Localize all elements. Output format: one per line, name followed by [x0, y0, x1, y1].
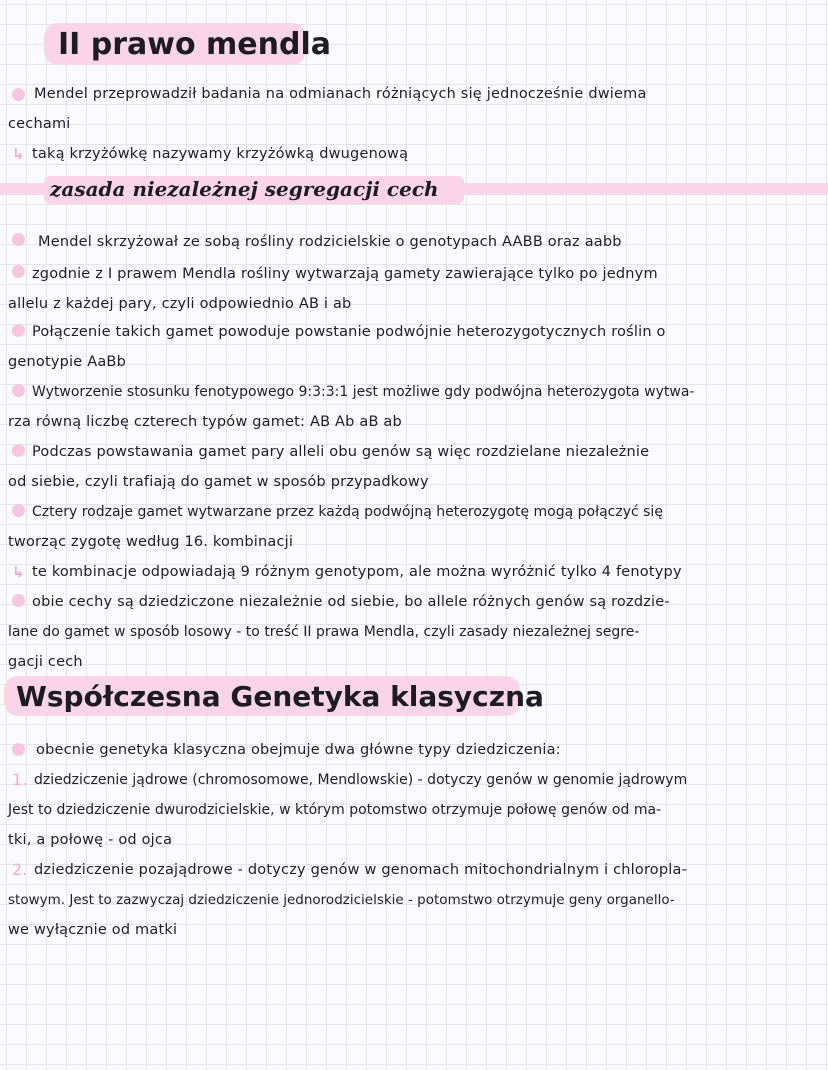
- text-line: cechami: [8, 116, 71, 132]
- text-line: dziedziczenie pozajądrowe - dotyczy genów w genomach mitochondrialnym i chloropla-: [34, 862, 688, 878]
- text-line: te kombinacje odpowiadają 9 różnym genotypom, ale można wyróżnić tylko 4 fenotypy: [32, 564, 682, 580]
- text-line: obecnie genetyka klasyczna obejmuje dwa główne typy dziedziczenia:: [36, 742, 561, 758]
- text-line: tworząc zygotę według 16. kombinacji: [8, 534, 294, 550]
- text-line: taką krzyżówkę nazywamy krzyżówką dwugenową: [32, 146, 409, 162]
- arrow-icon: ↳: [12, 563, 25, 581]
- section2-title: Współczesna Genetyka klasyczna: [16, 680, 544, 713]
- list-number: 2.: [12, 860, 28, 879]
- bullet-icon: [12, 265, 25, 278]
- text-line: rza równą liczbę czterech typów gamet: AB Ab aB ab: [8, 414, 402, 430]
- subtitle-highlight-right: [460, 183, 828, 195]
- text-line: obie cechy są dziedziczone niezależnie od siebie, bo allele różnych genów są rozdzie-: [32, 594, 670, 610]
- text-line: we wyłącznie od matki: [8, 922, 178, 938]
- text-line: allelu z każdej pary, czyli odpowiednio AB i ab: [8, 296, 352, 312]
- bullet-icon: [12, 594, 25, 607]
- arrow-icon: ↳: [12, 145, 25, 163]
- bullet-icon: [12, 743, 25, 756]
- text-line: genotypie AaBb: [8, 354, 126, 370]
- bullet-icon: [12, 324, 25, 337]
- text-line: Połączenie takich gamet powoduje powstanie podwójnie heterozygotycznych roślin o: [32, 324, 666, 340]
- page-title: II prawo mendla: [58, 27, 332, 62]
- text-line: Podczas powstawania gamet pary alleli obu genów są więc rozdzielane niezależnie: [32, 444, 650, 460]
- bullet-icon: [12, 384, 25, 397]
- list-number: 1.: [12, 770, 28, 789]
- section-subtitle: zasada niezależnej segregacji cech: [50, 177, 439, 201]
- text-line: Jest to dziedziczenie dwurodzicielskie, w którym potomstwo otrzymuje połowę genów od ma-: [8, 802, 662, 818]
- text-line: tki, a połowę - od ojca: [8, 832, 173, 848]
- text-line: zgodnie z I prawem Mendla rośliny wytwarzają gamety zawierające tylko po jednym: [32, 266, 658, 282]
- text-line: stowym. Jest to zazwyczaj dziedziczenie jednorodzicielskie - potomstwo otrzymuje geny organello-: [8, 892, 675, 908]
- subtitle-highlight-left: [0, 183, 48, 195]
- text-line: Mendel skrzyżował ze sobą rośliny rodzicielskie o genotypach AABB oraz aabb: [38, 234, 622, 250]
- bullet-icon: [12, 233, 25, 246]
- text-line: gacji cech: [8, 654, 83, 670]
- text-line: Cztery rodzaje gamet wytwarzane przez każdą podwójną heterozygotę mogą połączyć się: [32, 504, 663, 520]
- bullet-icon: [12, 444, 25, 457]
- text-line: Mendel przeprowadził badania na odmianach różniących się jednocześnie dwiema: [34, 86, 647, 102]
- text-line: lane do gamet w sposób losowy - to treść II prawa Mendla, czyli zasady niezależnej segre-: [8, 624, 640, 640]
- text-line: dziedziczenie jądrowe (chromosomowe, Mendlowskie) - dotyczy genów w genomie jądrowym: [34, 772, 688, 788]
- bullet-icon: [12, 88, 25, 101]
- bullet-icon: [12, 504, 25, 517]
- text-line: od siebie, czyli trafiają do gamet w sposób przypadkowy: [8, 474, 429, 490]
- text-line: Wytworzenie stosunku fenotypowego 9:3:3:1 jest możliwe gdy podwójna heterozygota wytwa-: [32, 384, 695, 400]
